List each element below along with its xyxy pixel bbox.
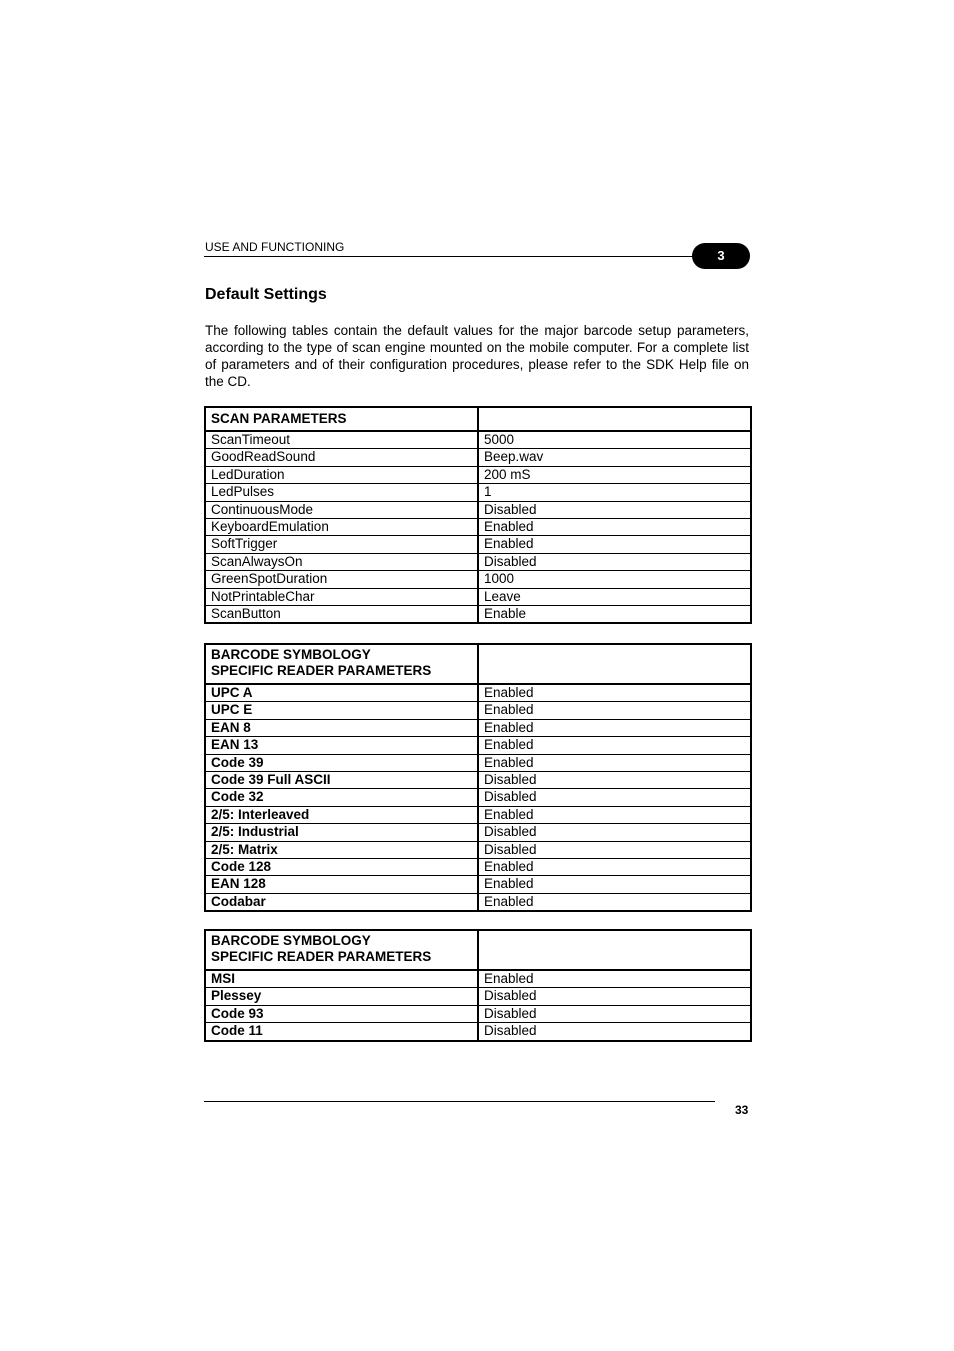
parameter-name: SoftTrigger bbox=[205, 536, 478, 553]
table-heading-line-1: BARCODE SYMBOLOGY bbox=[211, 647, 371, 662]
parameter-value: Enabled bbox=[478, 518, 751, 535]
table-row bbox=[205, 806, 751, 823]
table-row bbox=[205, 1005, 751, 1022]
table-row bbox=[205, 893, 751, 911]
table-row bbox=[205, 553, 751, 570]
parameter-value: Disabled bbox=[478, 841, 751, 858]
parameter-value: Enabled bbox=[478, 684, 751, 702]
table-row bbox=[205, 466, 751, 483]
parameter-name: LedDuration bbox=[205, 466, 478, 483]
parameter-name: 2/5: Interleaved bbox=[205, 806, 478, 823]
page-number: 33 bbox=[735, 1103, 749, 1117]
table-heading-line-1: BARCODE SYMBOLOGY bbox=[211, 933, 371, 948]
table-row bbox=[205, 702, 751, 719]
table-heading-line-2: SPECIFIC READER PARAMETERS bbox=[211, 949, 432, 964]
table-heading bbox=[205, 930, 478, 970]
parameter-name: ScanButton bbox=[205, 605, 478, 623]
parameter-name: ScanAlwaysOn bbox=[205, 553, 478, 570]
table-row bbox=[205, 1023, 751, 1041]
parameter-value: Enabled bbox=[478, 858, 751, 875]
parameter-name: 2/5: Matrix bbox=[205, 841, 478, 858]
page-title: Default Settings bbox=[205, 286, 327, 303]
table-heading-empty bbox=[478, 644, 751, 684]
table-row bbox=[205, 737, 751, 754]
footer-rule bbox=[204, 1101, 715, 1102]
parameter-name: GoodReadSound bbox=[205, 449, 478, 466]
parameter-name: 2/5: Industrial bbox=[205, 824, 478, 841]
parameter-value: Enabled bbox=[478, 970, 751, 988]
table-row bbox=[205, 988, 751, 1005]
parameter-name: EAN 13 bbox=[205, 737, 478, 754]
table-row bbox=[205, 501, 751, 518]
barcode-symbology-table-2 bbox=[204, 929, 752, 1042]
parameter-name: MSI bbox=[205, 970, 478, 988]
table-heading bbox=[205, 644, 478, 684]
table-row bbox=[205, 449, 751, 466]
parameter-name: GreenSpotDuration bbox=[205, 571, 478, 588]
parameter-name: ScanTimeout bbox=[205, 431, 478, 449]
parameter-name: Code 11 bbox=[205, 1023, 478, 1041]
table-heading-empty bbox=[478, 407, 751, 431]
parameter-value: Enabled bbox=[478, 719, 751, 736]
table-row bbox=[205, 771, 751, 788]
parameter-value: Enabled bbox=[478, 893, 751, 911]
table-row bbox=[205, 484, 751, 501]
intro-paragraph: The following tables contain the default values for the major barcode setup parameters, according to the type of scan engine mounted on the mobile computer. For a complete list of parameters and of their configuration procedures, please refer to the SDK Help file on the CD. bbox=[205, 323, 749, 389]
parameter-name: Codabar bbox=[205, 893, 478, 911]
table-row bbox=[205, 536, 751, 553]
table-row bbox=[205, 858, 751, 875]
table-row bbox=[205, 719, 751, 736]
parameter-name: NotPrintableChar bbox=[205, 588, 478, 605]
table-heading-line-2: SPECIFIC READER PARAMETERS bbox=[211, 663, 432, 678]
parameter-name: ContinuousMode bbox=[205, 501, 478, 518]
table-row bbox=[205, 684, 751, 702]
parameter-value: Beep.wav bbox=[478, 449, 751, 466]
header-rule bbox=[204, 256, 700, 257]
parameter-value: Enabled bbox=[478, 806, 751, 823]
parameter-name: EAN 8 bbox=[205, 719, 478, 736]
table-row bbox=[205, 754, 751, 771]
table-row bbox=[205, 970, 751, 988]
parameter-name: Code 39 bbox=[205, 754, 478, 771]
parameter-value: 1000 bbox=[478, 571, 751, 588]
parameter-name: Plessey bbox=[205, 988, 478, 1005]
running-header: USE AND FUNCTIONING bbox=[205, 240, 345, 254]
table-row bbox=[205, 841, 751, 858]
table-row bbox=[205, 605, 751, 623]
parameter-value: Enabled bbox=[478, 536, 751, 553]
parameter-value: 1 bbox=[478, 484, 751, 501]
parameter-value: Enable bbox=[478, 605, 751, 623]
chapter-badge: 3 bbox=[692, 243, 750, 269]
table-row bbox=[205, 876, 751, 893]
parameter-value: Enabled bbox=[478, 754, 751, 771]
table-row bbox=[205, 571, 751, 588]
parameter-value: Enabled bbox=[478, 702, 751, 719]
barcode-symbology-table-1 bbox=[204, 643, 752, 912]
table-header-row bbox=[205, 930, 751, 970]
parameter-value: Disabled bbox=[478, 501, 751, 518]
table-row bbox=[205, 588, 751, 605]
parameter-value: Disabled bbox=[478, 824, 751, 841]
parameter-name: UPC A bbox=[205, 684, 478, 702]
table-row bbox=[205, 431, 751, 449]
table-header-row bbox=[205, 407, 751, 431]
parameter-name: Code 93 bbox=[205, 1005, 478, 1022]
parameter-value: Disabled bbox=[478, 988, 751, 1005]
parameter-value: Leave bbox=[478, 588, 751, 605]
parameter-name: LedPulses bbox=[205, 484, 478, 501]
parameter-value: Disabled bbox=[478, 1023, 751, 1041]
parameter-value: 200 mS bbox=[478, 466, 751, 483]
parameter-name: EAN 128 bbox=[205, 876, 478, 893]
parameter-name: UPC E bbox=[205, 702, 478, 719]
parameter-value: Disabled bbox=[478, 789, 751, 806]
scan-parameters-table bbox=[204, 406, 752, 624]
table-row bbox=[205, 789, 751, 806]
table-heading-empty bbox=[478, 930, 751, 970]
parameter-name: Code 32 bbox=[205, 789, 478, 806]
parameter-value: Disabled bbox=[478, 771, 751, 788]
parameter-value: 5000 bbox=[478, 431, 751, 449]
parameter-name: Code 39 Full ASCII bbox=[205, 771, 478, 788]
parameter-value: Enabled bbox=[478, 737, 751, 754]
parameter-value: Disabled bbox=[478, 1005, 751, 1022]
table-row bbox=[205, 518, 751, 535]
table-header-row bbox=[205, 644, 751, 684]
parameter-name: KeyboardEmulation bbox=[205, 518, 478, 535]
table-heading: SCAN PARAMETERS bbox=[205, 407, 478, 431]
parameter-value: Enabled bbox=[478, 876, 751, 893]
parameter-value: Disabled bbox=[478, 553, 751, 570]
table-row bbox=[205, 824, 751, 841]
parameter-name: Code 128 bbox=[205, 858, 478, 875]
